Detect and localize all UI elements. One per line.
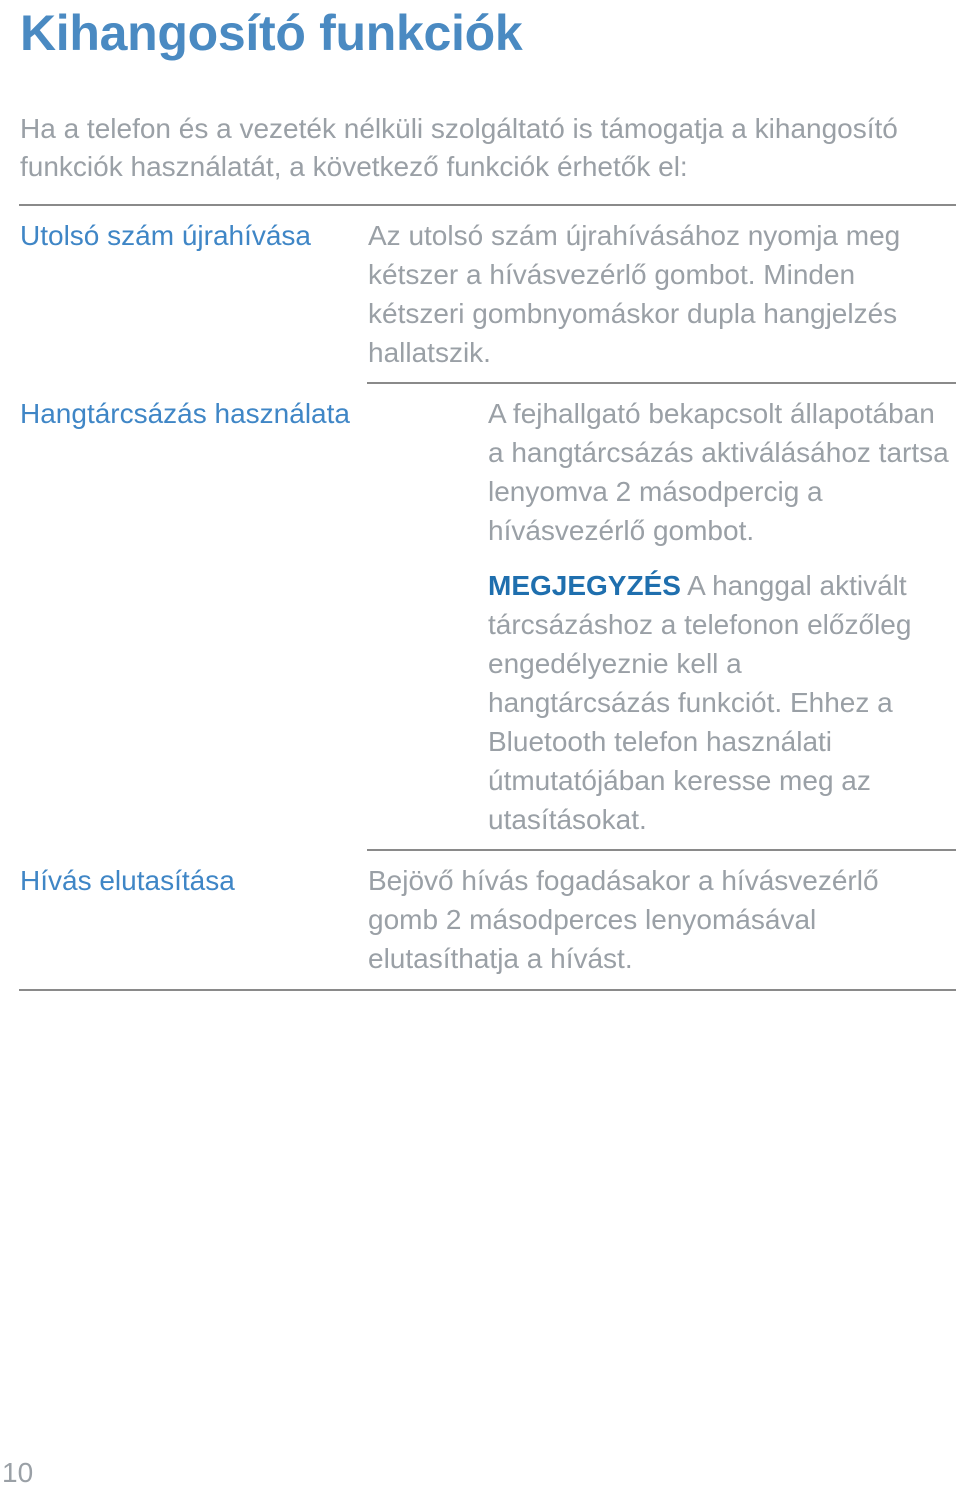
note-label: MEGJEGYZÉS	[488, 570, 681, 601]
table-row-voice-dial	[19, 384, 956, 849]
row-description-reject	[368, 861, 956, 978]
intro-paragraph: Ha a telefon és a vezeték nélküli szolgáltató is támogatja a kihangosító funkciók használatát, a következő funkciók érhetők el:	[20, 113, 898, 182]
note-text: A hanggal aktivált tárcsázáshoz a telefonon előzőleg engedélyeznie kell a hangtárcsázás funkciót. Ehhez a Bluetooth telefon használati útmutatójában keresse meg az utasításokat.	[488, 570, 912, 835]
voice-dial-note	[488, 566, 956, 839]
reject-description-text: Bejövő hívás fogadásakor a hívásvezérlő gomb 2 másodperces lenyomásával elutasíthatja a hívást.	[368, 865, 879, 974]
row-description-redial	[368, 216, 956, 372]
redial-description-text: Az utolsó szám újrahívásához nyomja meg kétszer a hívásvezérlő gombot. Minden kétszeri gombnyomáskor dupla hangjelzés hallatszik.	[368, 220, 901, 368]
table-row-reject	[19, 851, 956, 989]
table-row-redial	[19, 206, 956, 382]
page-number: 10	[2, 1457, 34, 1488]
page-title: Kihangosító funkciók	[20, 5, 523, 61]
row-description-voice-dial	[488, 394, 956, 839]
row-label-redial: Utolsó szám újrahívása	[20, 220, 312, 251]
row-label-voice-dial: Hangtárcsázás használata	[20, 398, 350, 429]
row-label-reject: Hívás elutasítása	[20, 865, 235, 896]
feature-table	[19, 204, 956, 991]
table-bottom-rule	[19, 989, 956, 991]
voice-dial-description-text: A fejhallgató bekapcsolt állapotában a hangtárcsázás aktiválásához tartsa lenyomva 2 másodpercig a hívásvezérlő gombot.	[488, 398, 949, 546]
